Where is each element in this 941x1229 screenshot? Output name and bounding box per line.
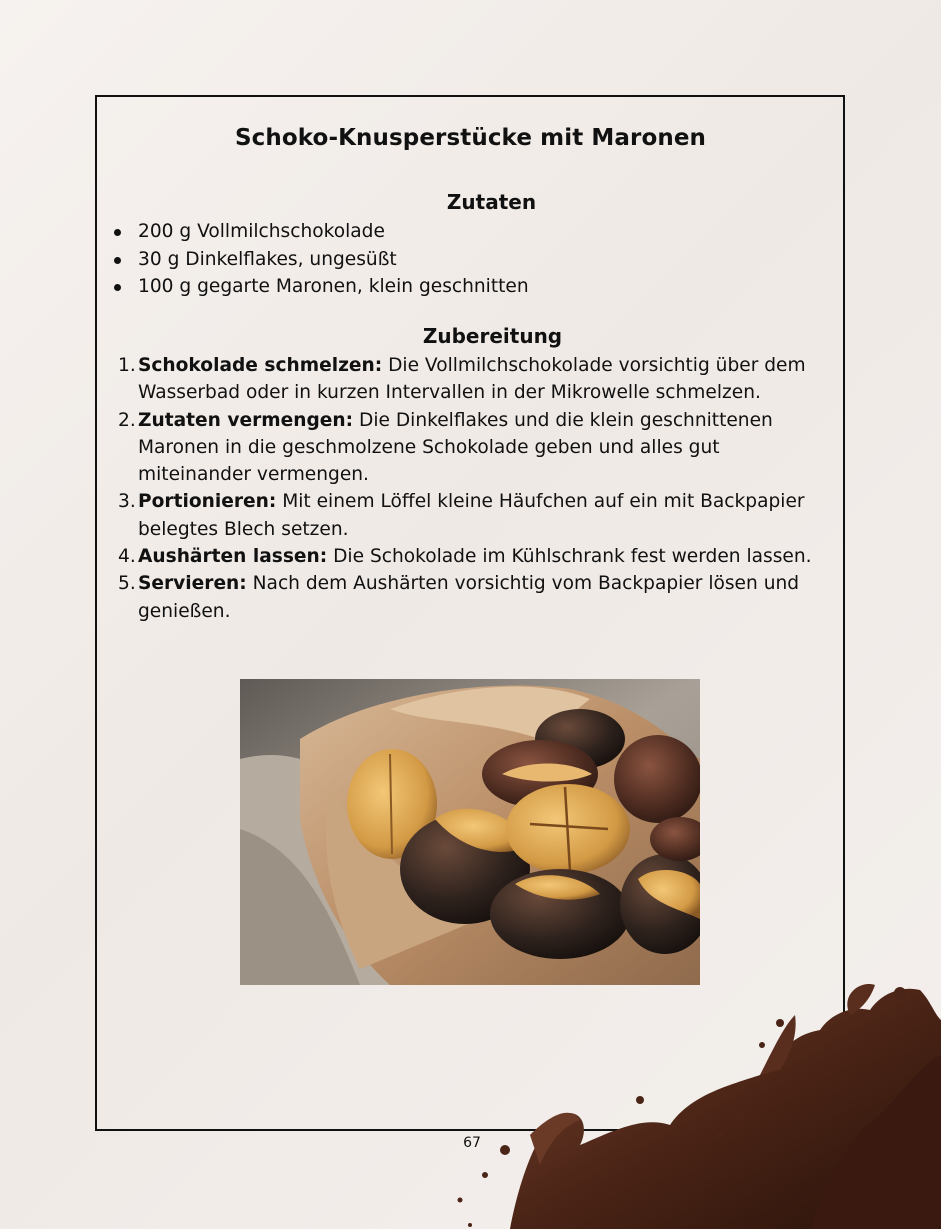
preparation-steps	[112, 352, 812, 625]
chestnuts-illustration	[240, 679, 700, 985]
step-label: Schokolade schmelzen:	[138, 355, 383, 376]
ingredients-list	[110, 218, 529, 301]
step-label: Zutaten vermengen:	[138, 409, 354, 431]
step-text: Mit einem Löffel kleine Häufchen auf ein mit Backpapier belegtes Blech setzen.	[138, 491, 805, 540]
ingredient-item: 30 g Dinkelflakes, ungesüßt	[110, 246, 529, 274]
step-number: 3.	[118, 491, 136, 513]
step-number: 5.	[118, 573, 136, 595]
chocolate-splash-decoration	[430, 975, 941, 1229]
recipe-title: Schoko-Knusperstücke mit Maronen	[235, 125, 706, 151]
step-number: 1.	[118, 355, 136, 376]
step-text: Die Vollmilchschokolade vorsichtig über dem Wasserbad oder in kurzen Intervallen in der Mikrowelle schmelzen.	[138, 355, 806, 404]
step-text: Die Schokolade im Kühlschrank fest werden lassen.	[327, 546, 812, 568]
page-number: 67	[463, 1135, 481, 1151]
step-text: Nach dem Aushärten vorsichtig vom Backpapier lösen und genießen.	[138, 573, 800, 622]
ingredient-item: 100 g gegarte Maronen, klein geschnitten	[110, 273, 529, 301]
chestnuts-photo	[240, 679, 700, 985]
ingredient-item: 200 g Vollmilchschokolade	[110, 218, 529, 246]
ingredients-heading: Zutaten	[446, 190, 537, 214]
step-label: Portionieren:	[138, 491, 277, 513]
step-item	[112, 488, 812, 543]
step-label: Aushärten lassen:	[138, 546, 328, 568]
preparation-heading: Zubereitung	[422, 324, 563, 348]
step-number: 2.	[118, 409, 136, 431]
step-item	[112, 407, 812, 489]
step-item	[112, 543, 812, 570]
step-item	[112, 570, 812, 625]
step-label: Servieren:	[138, 573, 247, 595]
step-text: Die Dinkelflakes und die klein geschnittenen Maronen in die geschmolzene Schokolade geben und alles gut miteinander vermengen.	[138, 409, 773, 486]
step-number: 4.	[118, 546, 136, 568]
step-item	[112, 352, 812, 407]
